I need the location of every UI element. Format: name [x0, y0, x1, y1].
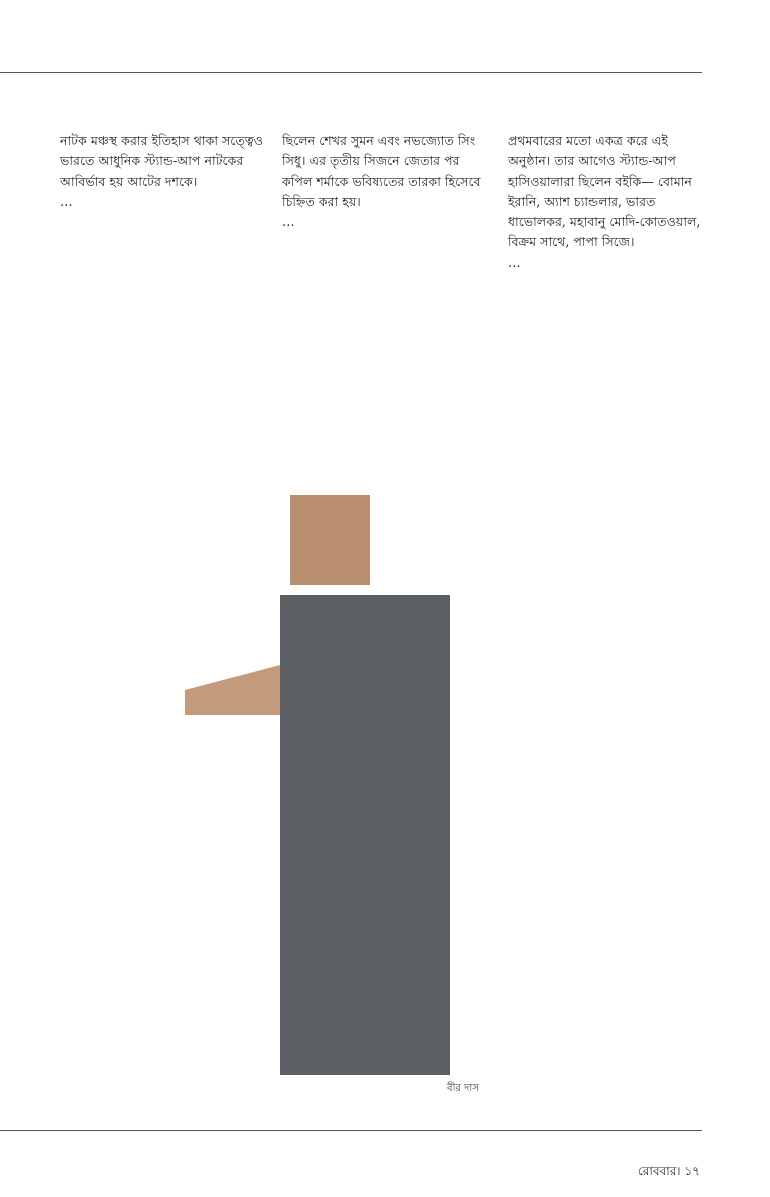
paragraph: প্রথমবারের মতো একত্র করে এই অনুষ্ঠান। তার আগেও স্ট্যান্ড-আপ হাসিওয়ালারা ছিলেন বইকি— বোমান ইরানি, অ্যাশ চ্যান্ডলার, ভারত ধাভোলকর, মহাবানু মোদি-কোতওয়াল, বিক্রম সাথে, পাপা সিজে।	[508, 133, 701, 250]
bottom-rule	[0, 1130, 702, 1131]
paragraph: নাটক মঞ্চস্থ করার ইতিহাস থাকা সত্ত্বেও ভারতে আধুনিক স্ট্যান্ড-আপ নাটকের আবির্ভাব হয় আটের দশকে।	[60, 133, 264, 189]
top-rule	[0, 72, 702, 73]
paragraph: …	[508, 254, 521, 270]
portrait-photo	[185, 445, 485, 1105]
article-column-3	[508, 131, 704, 273]
page-footer: রোববার। ১৭	[637, 1164, 700, 1178]
article-column-2	[282, 131, 484, 232]
paragraph: ছিলেন শেখর সুমন এবং নভজ্যোত সিং সিধু। এর তৃতীয় সিজনে জেতার পর কপিল শর্মাকে ভবিষ্যতের তারকা হিসেবে চিহ্নিত করা হয়।	[282, 133, 481, 209]
paragraph: …	[60, 193, 73, 209]
article-column-1	[60, 131, 272, 212]
photo-caption: বীর দাস	[447, 1083, 479, 1094]
paragraph: …	[282, 214, 295, 230]
